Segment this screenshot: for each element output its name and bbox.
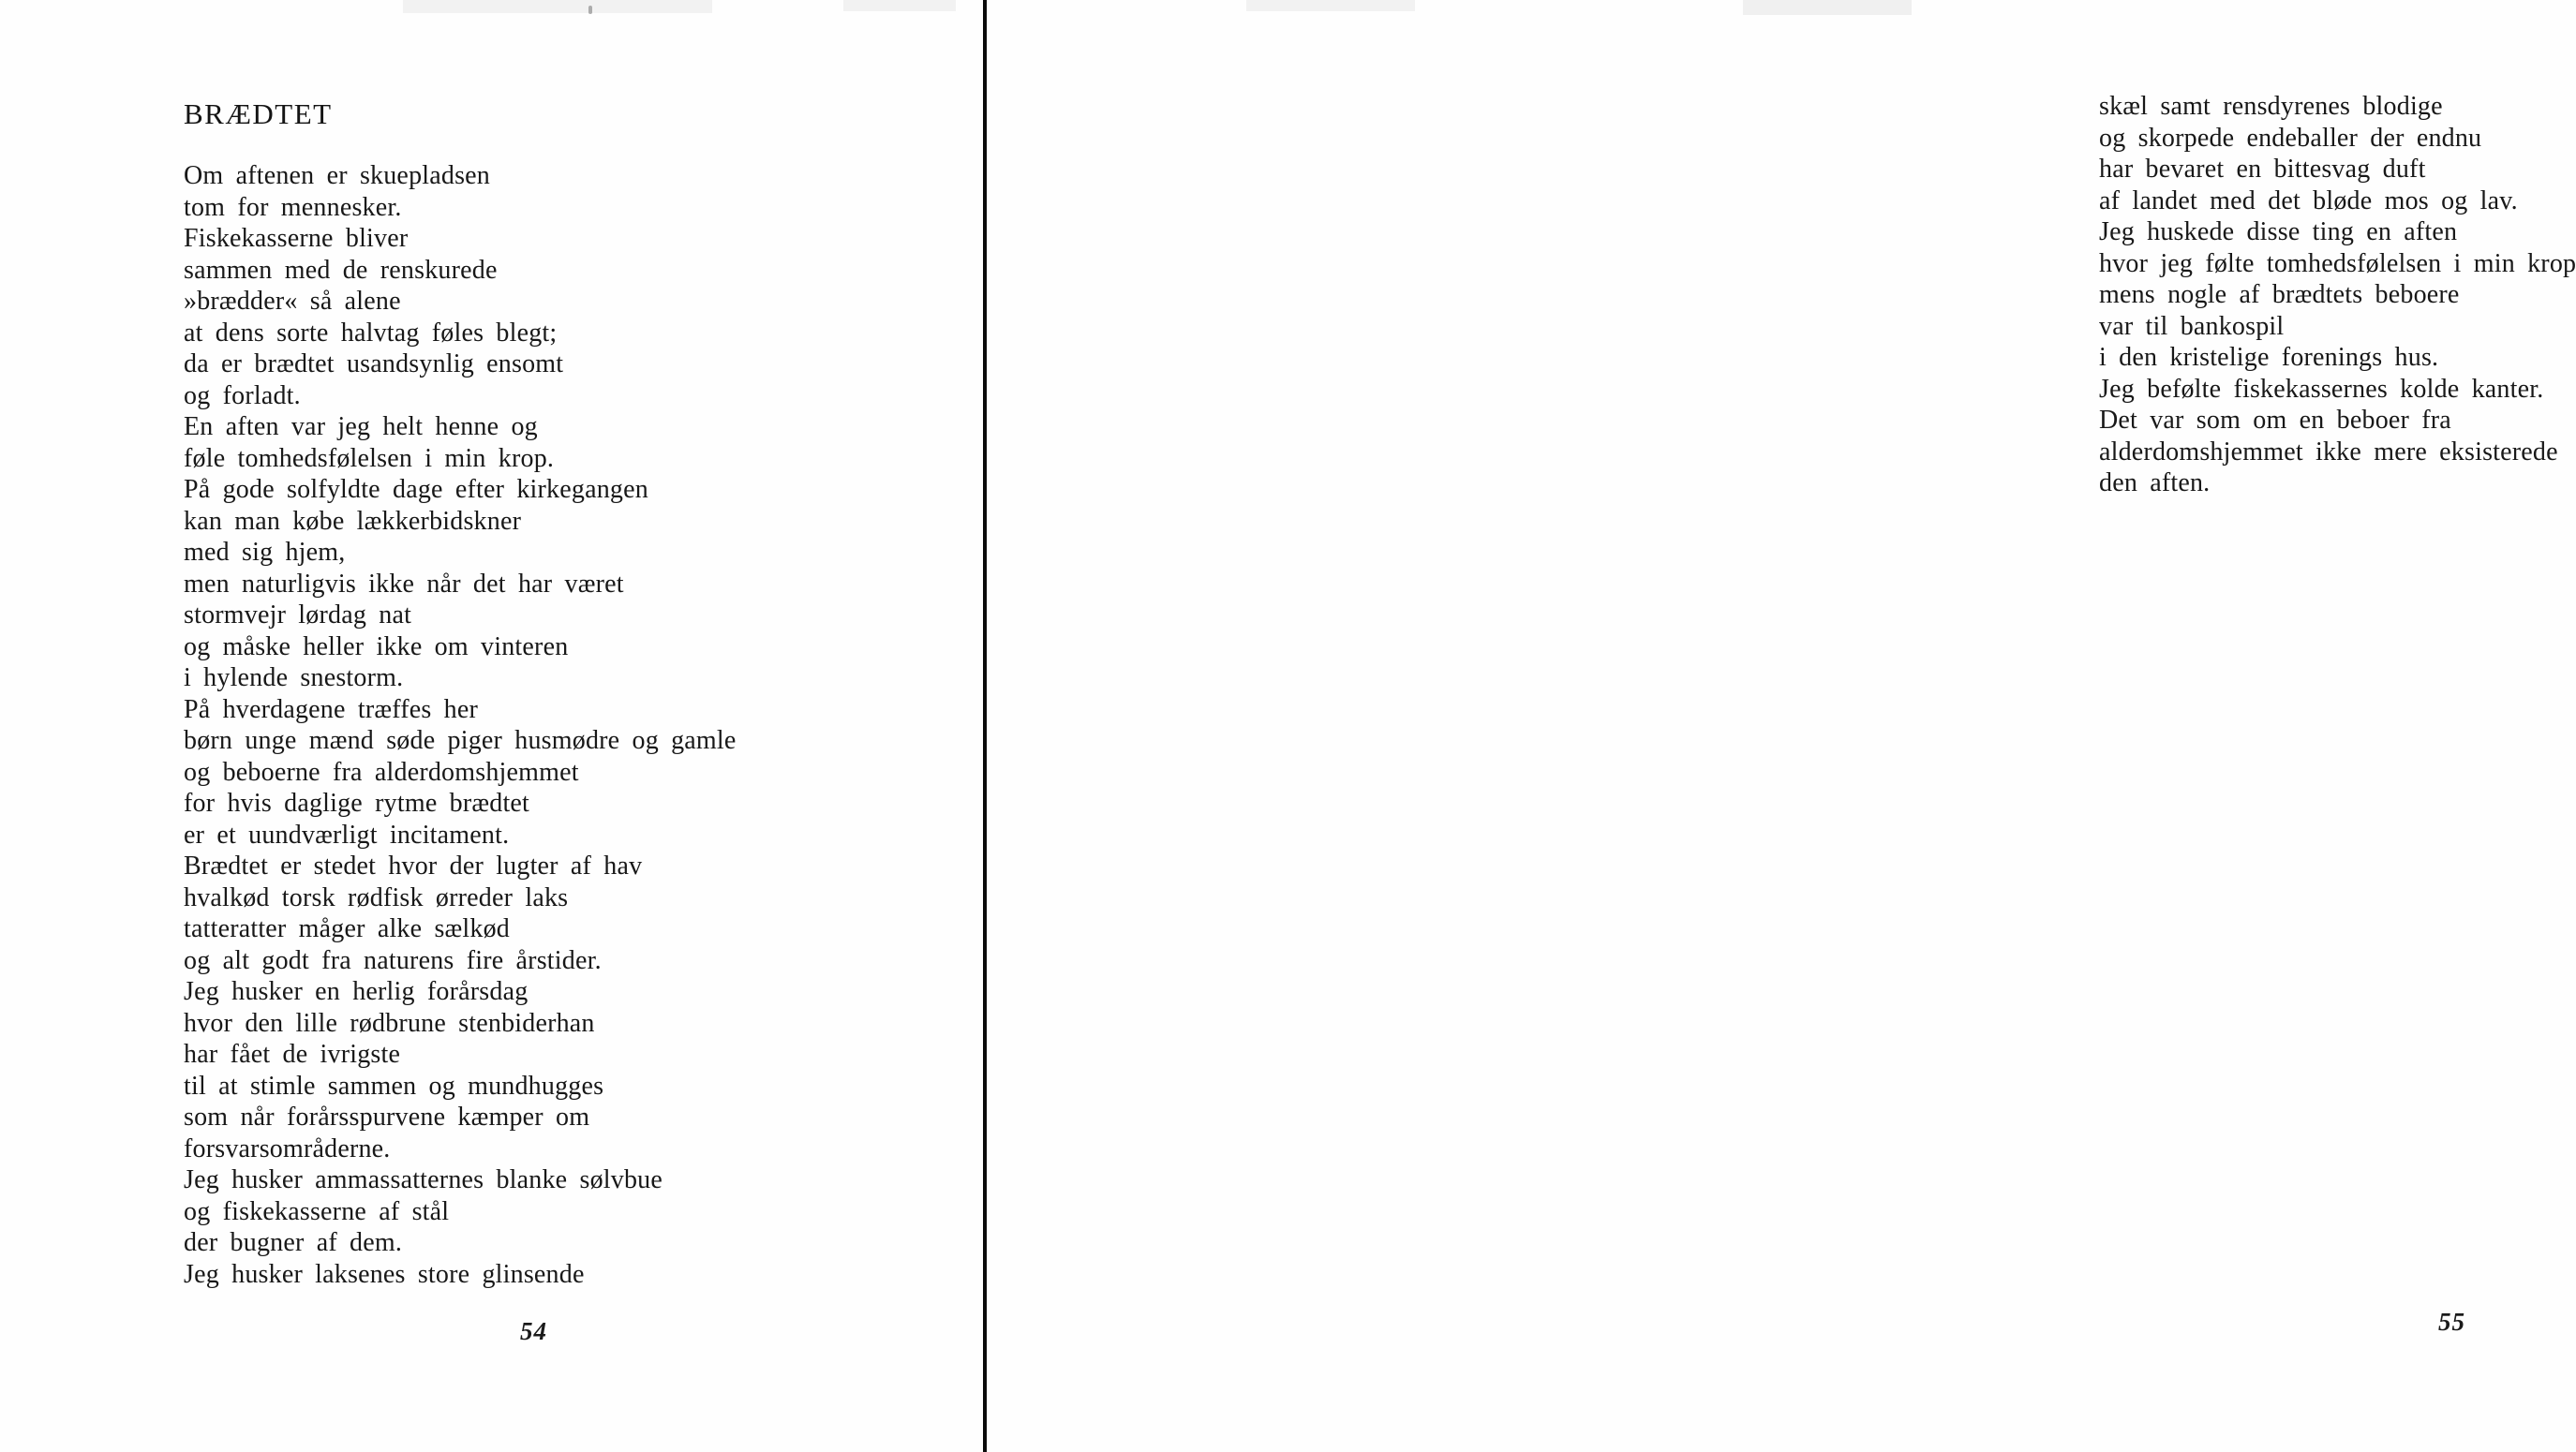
poem-line: da er brædtet usandsynlig ensomt: [184, 349, 564, 378]
poem-line: den aften.: [2099, 468, 2211, 497]
poem-line: Jeg befølte fiskekassernes kolde kanter.: [2099, 374, 2544, 404]
poem-line: for hvis daglige rytme brædtet: [184, 789, 530, 818]
poem-line: og beboerne fra alderdomshjemmet: [184, 757, 579, 787]
poem-line: men naturligvis ikke når det har været: [184, 569, 624, 599]
poem-line: kan man købe lækkerbidskner: [184, 506, 522, 536]
poem-line: og alt godt fra naturens fire årstider.: [184, 945, 602, 975]
poem-line: skæl samt rensdyrenes blodige: [2099, 92, 2443, 121]
poem-line: forsvarsområderne.: [184, 1133, 391, 1163]
poem-line: som når forårsspurvene kæmper om: [184, 1103, 590, 1132]
poem-line: hvor den lille rødbrune stenbiderhan: [184, 1008, 595, 1038]
poem-line: Brædtet er stedet hvor der lugter af hav: [184, 852, 643, 881]
poem-line: På gode solfyldte dage efter kirkegangen: [184, 475, 648, 504]
poem-line: »brædder« så alene: [184, 287, 401, 316]
poem-line: og forladt.: [184, 380, 301, 410]
poem-line: Jeg husker laksenes store glinsende: [184, 1259, 585, 1289]
poem-line: til at stimle sammen og mundhugges: [184, 1071, 604, 1101]
poem-line: Fiskekasserne bliver: [184, 224, 409, 253]
poem-line: føle tomhedsfølelsen i min krop.: [184, 443, 555, 473]
poem-body-right: [2099, 91, 2576, 499]
poem-line: Om aftenen er skuepladsen: [184, 161, 490, 190]
poem-line: med sig hjem,: [184, 538, 346, 567]
poem-line: Jeg huskede disse ting en aften: [2099, 217, 2458, 246]
poem-title: BRÆDTET: [184, 97, 333, 130]
poem-line: er et uundværligt incitament.: [184, 820, 510, 850]
poem-line: der bugner af dem.: [184, 1228, 403, 1257]
poem-line: og fiskekasserne af stål: [184, 1196, 450, 1226]
poem-line: En aften var jeg helt henne og: [184, 412, 538, 441]
page-number-left: 54: [520, 1317, 547, 1345]
poem-line: stormvejr lørdag nat: [184, 600, 412, 630]
page-right: [987, 0, 2576, 1452]
poem-line: mens nogle af brædtets beboere: [2099, 280, 2460, 309]
poem-line: sammen med de renskurede: [184, 255, 498, 285]
poem-line: tatteratter måger alke sælkød: [184, 914, 511, 943]
poem-line: har fået de ivrigste: [184, 1040, 401, 1069]
poem-line: og måske heller ikke om vinteren: [184, 631, 569, 661]
page-number-right: 55: [2438, 1308, 2465, 1336]
poem-line: at dens sorte halvtag føles blegt;: [184, 318, 558, 348]
poem-line: Jeg husker ammassatternes blanke sølvbue: [184, 1165, 663, 1194]
poem-line: alderdomshjemmet ikke mere eksisterede: [2099, 437, 2558, 467]
poem-line: har bevaret en bittesvag duft: [2099, 155, 2426, 184]
poem-body-left: [184, 160, 737, 1290]
page-left: [0, 0, 983, 1452]
poem-line: tom for mennesker.: [184, 192, 402, 222]
poem-line: Det var som om en beboer fra: [2099, 406, 2451, 435]
poem-line: hvalkød torsk rødfisk ørreder laks: [184, 882, 569, 912]
poem-line: og skorpede endeballer der endnu: [2099, 123, 2482, 153]
poem-line: hvor jeg følte tomhedsfølelsen i min krop: [2099, 248, 2576, 278]
poem-line: af landet med det bløde mos og lav.: [2099, 185, 2518, 215]
poem-line: i hylende snestorm.: [184, 663, 404, 692]
poem-line: børn unge mænd søde piger husmødre og gamle: [184, 726, 737, 755]
poem-line: var til bankospil: [2099, 311, 2285, 341]
poem-line: På hverdagene træffes her: [184, 694, 479, 724]
poem-line: i den kristelige forenings hus.: [2099, 343, 2439, 372]
poem-line: Jeg husker en herlig forårsdag: [184, 977, 529, 1006]
